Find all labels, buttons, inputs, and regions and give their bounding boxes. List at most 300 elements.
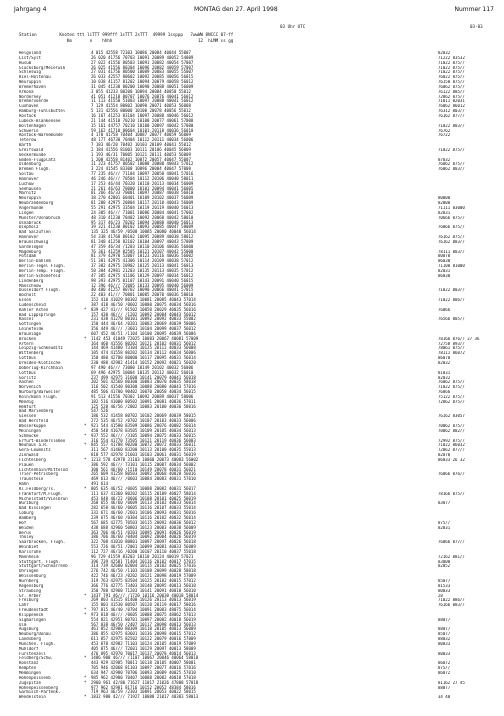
synop-data: 231 438 41270 80101 10092 20092 40033 55002 [91, 316, 196, 322]
station-name: Schleswig [19, 70, 41, 75]
station-name: Oldenburg [19, 162, 41, 167]
issue-number: Nummer 117 [454, 6, 494, 13]
synop-data: 150 444 46/64 /0201 10083 20069 40039 58006 [91, 321, 196, 327]
station-name: Bremervoerde [19, 99, 49, 104]
synop-data: 37 382 42975 10902 10125 20113 40041 56013 [91, 263, 194, 269]
station-name: Husum [19, 60, 32, 65]
station-name: Lichtenhain/Mittelnd [19, 467, 68, 472]
synop-data: 27 022 41556 80503 10091 20082 40054 57007 [91, 59, 194, 65]
station-name: Lübeck-Blankensee [19, 118, 61, 123]
synop-data: 634 947 42980 70706 10093 20089 40025 57010 [91, 670, 196, 675]
station-name: Kassel [19, 317, 34, 322]
synop-data: 985 962 42980 70407 10088 20082 40018 57018 [91, 674, 196, 680]
synop-data: 112 727 46/16 /0200 10107 20110 40037 55018 [91, 548, 196, 554]
remarks: 76062 875// [438, 84, 465, 89]
synop-data: 818 577 42978 21603 10103 20061 40031 56019 [91, 452, 196, 458]
remarks: 71022 886// [438, 598, 465, 603]
station-name: Klippeneck [19, 612, 44, 617]
synop-data: 17 253 46/44 70320 10110 20113 40034 56009 [91, 180, 194, 186]
station-name: Frankfurt/M.Flugh. [19, 491, 63, 496]
synop-data: 50 384 42981 21203 10135 20113 40035 57012 [91, 267, 194, 273]
mountain-marker: * [84, 679, 87, 685]
synop-data: 319 763 42975 83504 10125 20102 40015 57012 [91, 577, 196, 583]
synop-data: 116 502 41540 80300 10088 20080 40043 57016 [91, 384, 196, 390]
station-name: Münster/Osnabrück [19, 215, 61, 220]
station-name: Hannover [19, 176, 39, 181]
remarks: 76566 885// [438, 317, 465, 322]
synop-data: 11 113 41550 51003 10097 20088 40041 56012 [91, 98, 194, 104]
remarks: 75122 875// [438, 394, 465, 399]
station-name: Lahr [19, 603, 29, 608]
synop-data: 2 184 41556 81003 10111 20106 40045 56009 [91, 146, 191, 152]
synop-data: 268 655 46/60 /0609 10113 20102 40033 56014 [91, 500, 196, 506]
remarks: 88077 [438, 617, 451, 622]
synop-data: 95 317 46/23 70202 10094 20088 40040 56013 [91, 219, 194, 225]
station-name: Leinefelde [19, 327, 44, 332]
station-name: Nürnberg [19, 578, 39, 583]
station-name: Landsberg [19, 637, 41, 642]
remarks: 76066 877// [438, 540, 465, 545]
remarks: 72758 893// [438, 341, 465, 346]
synop-data: 282 658 46/60 /0605 10116 20107 40033 55014 [91, 505, 196, 511]
synop-data: 144 469 41480 73104 10125 20112 40033 56008 [91, 345, 196, 351]
synop-data: 491 614 [91, 481, 109, 487]
synop-data: 47 385 42975 41106 10129 20097 40034 56012 [91, 272, 194, 278]
synop-data: 1437 791 46/// /1720 10116 20030 40018 58014 [91, 592, 199, 598]
remarks: 71022 803// [438, 288, 465, 293]
station-name: Doberlug-Kirchhain [19, 365, 63, 370]
station-name: Glücksburg/Meierwik [19, 65, 66, 70]
synop-data: 567 838 46/50 /2407 10117 20098 40013 56013 [91, 621, 196, 627]
station-name: Boltenhagen [19, 123, 46, 128]
mountain-marker: * [84, 694, 87, 700]
synop-data: 47 359 46/34 /1203 10110 20106 40036 56000 [91, 243, 194, 249]
station-name: Stuttgart, Flugh. [19, 559, 61, 564]
synop-data: 7 183 46/20 70402 10103 20109 40041 55012 [91, 142, 191, 148]
remarks: 76066 875// [438, 225, 465, 230]
mountain-marker: * [84, 432, 87, 438]
remarks: 76162 883// [438, 239, 465, 244]
mountain-marker: * [84, 335, 87, 341]
synop-data: 276 742 46/50 /1103 10108 20099 40028 58018 [91, 568, 196, 574]
synop-data: 386 855 42975 83601 10136 20098 40015 57012 [91, 631, 196, 637]
mountain-marker: * [84, 674, 87, 680]
remarks: 76066 876// [438, 472, 465, 477]
synop-data: 3 224 41545 83300 10096 20084 40047 57008 [91, 166, 191, 172]
synop-data: 607 452 46/51 /1104 10100 20095 40039 56006 [91, 330, 196, 336]
remarks: 72862 875// [438, 399, 465, 404]
synop-data: 202 501 42560 80300 10083 20070 40035 58018 [91, 379, 196, 385]
remarks: 86072 [438, 671, 451, 675]
station-name: Göttingen [19, 322, 41, 327]
station-name: Kahler Asten [19, 307, 49, 312]
synop-data: 485 506 41700 90402 10070 20058 40034 56015 [91, 389, 196, 395]
remarks: 82070 [438, 453, 451, 458]
station-name: Fürstenzell [19, 651, 46, 656]
synop-data: 719 963 46/59 /2303 10091 20053 40022 58015 [91, 689, 196, 695]
station-name: Dresden-Klotzsche [19, 361, 61, 365]
synop-data: 21 261 46/63 70000 10101 20094 40041 56005 [91, 185, 194, 191]
station-name: Straubing [19, 588, 41, 593]
station-name: List/Sylt [19, 55, 41, 60]
mountain-marker: * [84, 611, 87, 617]
remarks: 72992 875// [438, 438, 465, 443]
remarks: 82052 [438, 564, 451, 569]
synop-data: 111 637 41360 80202 10115 20109 40027 58014 [91, 490, 196, 496]
synop-data: 3 055 41233 80200 10094 20084 40058 55012 [91, 88, 191, 94]
synop-data: 422 746 46/23 /0202 10121 20098 40019 57009 [91, 573, 196, 579]
station-name: Potsdam [19, 254, 37, 259]
station-name: Gera-Leumnitz [19, 448, 51, 453]
date-label: MONTAG den 27. April 1998 [194, 6, 278, 13]
station-name: Weissenburg [19, 574, 46, 579]
synop-data: 21 144 41510 70210 10100 20077 40061 57008 [91, 117, 194, 123]
synop-data: 69 496 42975 10004 10135 20112 40032 56010 [91, 369, 194, 375]
station-name: Lüchow [19, 181, 34, 186]
synop-data: 48 310 41230 70402 10092 20068 40042 58010 [91, 214, 194, 220]
synop-data: 51 381 42975 41306 10114 20109 40038 57012 [91, 258, 194, 264]
station-name: Bamberg [19, 516, 37, 520]
station-name: Fichtelberg [19, 457, 46, 462]
station-name: Aachen [19, 380, 34, 385]
synop-data: 4 015 42558 72303 10086 20084 40044 55007 [91, 50, 191, 55]
table-row [0, 695, 504, 700]
station-name: Leipzig-Schkeuditz [19, 346, 63, 351]
station-name: Cuxhaven [19, 104, 39, 109]
remarks: 86070 [438, 356, 451, 361]
station-name: Soltau [19, 172, 34, 177]
synop-data: 38 270 42801 60401 10109 20102 40037 56009 [91, 195, 194, 201]
synop-data: 469 613 46/// /0603 10084 20083 40031 57010 [91, 476, 196, 482]
remarks: 71222 83532 [438, 55, 465, 60]
synop-data: 48 177 46730 70404 10112 20111 40034 56006 [91, 137, 194, 143]
station-name: Neuruppin [19, 196, 41, 201]
remarks: 82031 [438, 525, 451, 530]
synop-data: 26 020 41756 70703 10091 20089 40052 54009 [91, 54, 194, 60]
station-name: Brocken [19, 336, 37, 341]
remarks: 76062 875// [438, 380, 465, 385]
remarks: 76066 [438, 307, 451, 312]
mountain-marker: * [84, 442, 87, 448]
synop-data: 77 235 46/// 71104 10097 20050 40041 57016 [91, 171, 194, 177]
remarks: 78111 86072 [438, 351, 465, 356]
synop-data: 350 788 42960 71203 10141 20091 40018 56010 [91, 587, 196, 593]
station-name: Rostock-Warnemünde [19, 133, 63, 138]
synop-data: 182 516 41000 80502 10091 20081 40036 57011 [91, 398, 196, 404]
synop-data: 2960 961 42/80 71627 11017 21026 47808 57018 [91, 679, 199, 685]
station-name: Bad Marienberg [19, 409, 54, 414]
station-name: Görlitz [19, 375, 37, 380]
remarks: 80033 [438, 651, 451, 656]
synop-data: 91 513 41556 70302 10092 20089 40037 58006 [91, 393, 194, 399]
synop-data: 4 170 41758 70404 10087 20077 40059 56009 [91, 132, 191, 138]
synop-data: 356 449 46/// /3601 10104 20099 40037 56012 [91, 326, 196, 332]
station-name: Giessen [19, 414, 37, 419]
synop-data: 7 129 41554 80802 10090 20071 40053 56008 [91, 103, 191, 109]
synop-data: 438 688 42960 50803 10123 20083 40038 56009 [91, 524, 196, 530]
station-name: Teterow [19, 138, 37, 143]
remarks: 85077 [438, 578, 451, 583]
remarks: 71022 875// [438, 385, 465, 390]
remarks: 76162 877// [438, 113, 465, 118]
station-name: Lüdenscheid [19, 302, 46, 307]
synop-data: 272 535 46/52 /0702 10107 20103 40033 56006 [91, 418, 196, 424]
station-name: Berlin-Tegel Flugh. [19, 264, 66, 269]
station-name: Zugspitze [19, 680, 41, 685]
synop-data: 705 946 42068 81103 10097 20077 40016 57016 [91, 665, 196, 671]
station-name: Regensburg [19, 583, 44, 588]
remarks: 76312 803// [438, 109, 465, 114]
station-name: Barth [19, 143, 32, 148]
synop-data: 450 548 41678 83505 10109 20105 40034 56013 [91, 427, 196, 433]
synop-data: 300 561 46/60 /1510 10149 20078 40031 56021 [91, 466, 196, 472]
station-name: Bad Kissingen [19, 506, 51, 511]
station-name: Bad Lippspringe [19, 312, 56, 317]
synop-data: 1213 578 42970 31103 10060 20073 40083 56002 [91, 456, 199, 462]
remarks: 76762 [438, 128, 451, 133]
remarks: 86030 [438, 273, 451, 278]
remarks: 82032 [438, 51, 451, 55]
synop-data: 387 418 46/50 /0602 10080 20075 40034 56016 [91, 301, 196, 307]
station-name: Kempten [19, 666, 37, 671]
remarks: 76162 875// [438, 235, 465, 240]
synop-data: 98 393 42975 01107 10143 20091 40040 56015 [91, 277, 194, 283]
synop-data: 150 480 42780 80000 10117 20095 40031 56014 [91, 355, 196, 361]
volume-label: Jahrgang 4 [14, 6, 47, 13]
station-name: Würzburg [19, 501, 39, 506]
synop-data: 265 609 41258 80503 10092 20068 40028 56016 [91, 471, 196, 477]
remarks: 80033 [438, 641, 451, 646]
station-name: Osnabrück [19, 220, 41, 225]
synop-data: 76 361 41259 82505 10121 20107 40042 55000 [91, 248, 194, 254]
remarks: 86030 [438, 259, 451, 264]
synop-data: 26 025 41556 80304 10096 20082 40059 57007 [91, 64, 194, 70]
station-name: Freiburg [19, 598, 39, 603]
synop-data: 973 818 46/// /0605 10088 20075 48062 57013 [91, 611, 196, 617]
remarks: 81162 27 45 [438, 680, 465, 685]
synop-data: 453 870 42982 71103 10124 20105 40019 57009 [91, 640, 196, 646]
remarks: 70062 875// [438, 423, 465, 428]
synop-data: 157 430 46/// /1202 10092 20084 40043 56012 [91, 311, 196, 317]
station-name: Diepholz [19, 225, 39, 230]
synop-data: 443 929 42985 70011 10118 20105 40007 58001 [91, 660, 196, 666]
station-name: Wendelstein [19, 695, 46, 700]
synop-data: 46 246 46/// 70504 10112 20106 40040 58011 [91, 175, 194, 181]
remarks: 81031 [438, 370, 451, 375]
station-name: Cottbus [19, 356, 37, 361]
station-name: Memmingen [19, 671, 41, 675]
synop-data: 845 557 41788 90200 10072 20072 40033 56011 [91, 442, 196, 448]
remarks: 87032 [438, 157, 451, 162]
synop-data: 125 520 46/56 /2002 10083 20100 40036 58016 [91, 403, 196, 409]
synop-data: 81 280 42975 20804 10117 20110 40043 56009 [91, 200, 194, 206]
remarks: 76062 875// [438, 162, 465, 167]
remarks: 70666 875// [438, 215, 465, 220]
synop-data: 453 648 46/22 /0606 10108 20101 40025 58019 [91, 495, 196, 501]
remarks: 76150 875// [438, 80, 465, 85]
column-header [0, 24, 504, 54]
synop-data: 314 739 42680 82004 10115 20102 40025 57016 [91, 563, 196, 569]
station-name: Michelstadt/Vielbrun [19, 496, 68, 501]
remarks: 71022 886// [438, 298, 465, 303]
remarks: 83077 [438, 501, 451, 506]
synop-data: 164 460 41556 80202 10121 20102 40031 56012 [91, 340, 196, 346]
synop-data: 797 815 46/40 /0704 10091 20083 48075 56014 [91, 607, 196, 613]
synop-data: 15 161 44757 70210 10100 20097 40042 57000 [91, 122, 194, 128]
station-name: Tholey [19, 535, 34, 540]
station-name: Stuttgart/Schnarrenb [19, 564, 68, 569]
remarks: 76022 875// [438, 75, 465, 80]
station-name: München, Flugh. [19, 641, 56, 646]
synop-data: 10 038 41157 81202 10094 20079 40058 56012 [91, 79, 194, 85]
station-name: Hahn [19, 482, 29, 487]
remarks: 72162 881// [438, 554, 465, 559]
synop-data: 269 803 41515 81400 10126 20113 40013 56019 [91, 597, 196, 603]
station-name: Konstanz [19, 661, 39, 666]
mountain-marker: * [84, 456, 87, 462]
station-name: Bocholt [19, 293, 37, 298]
station-name: Meiningen [19, 428, 41, 433]
remarks: 76722 [438, 133, 451, 138]
synop-data: 155 803 41530 80507 10120 20119 40017 58016 [91, 602, 196, 608]
synop-data: 239 675 46/60 /0304 10116 20102 40032 56014 [91, 515, 196, 520]
remarks: 34 40 [438, 695, 451, 700]
synop-data: 1 200 42558 81402 10072 20057 40047 55007 [91, 156, 191, 162]
synop-data: 553 726 46/51 /2001 10099 20081 40033 56009 [91, 544, 196, 550]
synop-data: 311 567 41460 83200 10113 20100 40035 55013 [91, 447, 196, 453]
synop-data: 937 552 46/// /3105 10094 20075 40033 56015 [91, 432, 196, 438]
remarks: 82032 [438, 361, 451, 365]
station-name: Bad Salzuflen [19, 230, 51, 235]
synop-data: 611 857 42975 82502 10122 20079 40016 57009 [91, 636, 196, 642]
station-name: Mannheim [19, 554, 39, 559]
remarks: 71100 81000 [438, 264, 465, 269]
synop-data: 105 474 41558 80202 10134 20112 40034 56006 [91, 350, 196, 356]
synop-data: 39 321 41230 80102 10093 20085 40047 58009 [91, 224, 194, 230]
station-name: Karlsruhe [19, 549, 41, 554]
column-header-line-2: Km n hhhh 12 hLMM ss gg [19, 38, 234, 43]
synop-data: 135 325 46/59 /0500 10085 20080 40040 56014 [91, 229, 196, 235]
synop-data: 12 396 46/// 72005 10133 20095 40040 56009 [91, 282, 194, 288]
synop-data: 96 729 41559 83203 10110 20124 40019 57021 [91, 553, 194, 559]
station-name: Norderney [19, 94, 41, 99]
station-name: Neuburg/Donau [19, 632, 51, 637]
synop-data: 322 708 41010 80801 10097 20097 40026 56018 [91, 539, 196, 545]
station-name: Schwerin [19, 128, 39, 133]
remarks: 875// [438, 666, 451, 671]
synop-data: 461 852 42980 80309 10118 20105 40013 56009 [91, 626, 196, 632]
synop-data: 40 400 41257 80702 10090 20066 40041 57015 [91, 287, 194, 293]
synop-data: 547 526 [91, 408, 109, 414]
synop-data: 1142 453 41049 72025 10083 20067 40081 57009 [91, 335, 199, 341]
synop-data: 152 410 41029 80302 10081 20085 40043 57014 [91, 297, 196, 303]
observation-range: 03-03 [470, 24, 483, 29]
station-name: Lingen [19, 210, 34, 215]
remarks: 80033 [438, 588, 451, 593]
synop-data: 31 045 41230 80200 10090 20088 40051 56009 [91, 83, 194, 89]
synop-data: 476 895 42970 70017 10137 20078 40014 56013 [91, 650, 196, 656]
remarks: 76062 883// [438, 167, 465, 172]
station-name: Nürburg/Barweiler [19, 390, 61, 395]
remarks: 71022 883// [438, 123, 465, 128]
station-name: Schmücke [19, 433, 39, 438]
station-name: Neuhaus a.R. [19, 443, 49, 448]
remarks: 82000 [438, 201, 451, 206]
station-name: Emden-Flugplatz [19, 157, 56, 162]
synop-data: 366 776 42775 73403 10140 20095 40013 56010 [91, 582, 196, 588]
remarks: 82032 [438, 375, 451, 380]
remarks: 76162 83057 [438, 414, 465, 419]
station-name: Berus [19, 530, 32, 535]
station-name: Arkona [19, 89, 34, 94]
remarks: 83000 [438, 559, 451, 564]
station-name: Marnitz [19, 191, 37, 196]
remarks: 72862 875// [438, 94, 465, 99]
remarks: 78111 883// [438, 249, 465, 254]
remarks: 71022 86032 [438, 443, 465, 448]
remarks: 875// [438, 520, 451, 525]
mountain-marker: * [84, 592, 87, 598]
station-name: Seehausen [19, 186, 41, 191]
remarks: 71011 82031 [438, 99, 465, 104]
station-name: Helgoland [19, 51, 41, 55]
station-name: Gr. Arber [19, 593, 41, 598]
station-name: Essen [19, 298, 32, 303]
observation-time: 03 Uhr UTC [280, 24, 306, 29]
station-name: Neubrandenburg [19, 201, 54, 206]
synop-data: 805 635 46/52 /0605 10088 20082 40031 56017 [91, 485, 196, 491]
synop-data: 1832 980 42/// 71927 10088 21017 48383 58013 [91, 694, 199, 700]
station-name: Erfurt-Bindersleben [19, 438, 66, 443]
station-name: Garmisch-Partenk. [19, 690, 61, 695]
synop-data: 81 266 46/33 70001 10097 20087 40038 56010 [91, 190, 194, 196]
remarks: 70062 882// [438, 428, 465, 433]
synop-data: 567 685 42775 70503 10115 20092 40036 56012 [91, 519, 196, 525]
synop-data: 396 739 42581 71404 10116 20102 40017 57015 [91, 558, 196, 564]
remarks: 85077 [438, 632, 451, 637]
synop-data: 24 305 46/// 71001 10086 20084 40041 57002 [91, 209, 194, 215]
synop-data: 386 706 46/60 /0404 10092 20084 40026 56019 [91, 534, 196, 540]
station-name: Hannover [19, 235, 39, 240]
remarks: 28 [438, 593, 443, 598]
remarks: 81533 [438, 583, 451, 588]
station-name: Hohenpeissenb [19, 675, 51, 680]
remarks: 88077 [438, 685, 451, 690]
station-name: Angermünde [19, 206, 44, 210]
remarks: 78166 875// [438, 491, 465, 496]
station-name: Ulm [19, 622, 27, 627]
synop-data: 363 706 46/51 /0203 10095 20091 40026 56019 [91, 529, 196, 535]
station-name: Gardelegen [19, 244, 44, 249]
station-name: Manschnow [19, 283, 41, 288]
synop-data: 26 033 42557 80602 10092 20085 40056 56015 [91, 74, 194, 80]
station-name: Nörvenich [19, 385, 41, 390]
remarks: 71111 83000 [438, 206, 465, 210]
station-name: Freudenstadt [19, 608, 49, 613]
station-name: Saarbrücken, Flugh. [19, 540, 66, 545]
synop-data: 839 427 41/// 91502 10050 20029 40035 56016 [91, 306, 196, 312]
remarks: 78166 876// 27 36 [438, 336, 480, 341]
remarks: 76122 885// [438, 89, 465, 94]
station-name: Braunschweig [19, 239, 49, 244]
column-header-line-1: Station Knoten ttt liTTT 999fff 1sTTT 2sTTT 49999 1ssppp 7wwWW 8NCCC 07-ff [19, 32, 234, 37]
remarks: 80000 [438, 196, 451, 201]
remarks: 71022 875// [438, 60, 465, 65]
station-name: Augsburg [19, 627, 39, 632]
remarks: 82031 [438, 268, 451, 273]
station-name: Feldberg/Schw. [19, 656, 54, 661]
station-name: Berlin-Schönefeld [19, 273, 61, 278]
